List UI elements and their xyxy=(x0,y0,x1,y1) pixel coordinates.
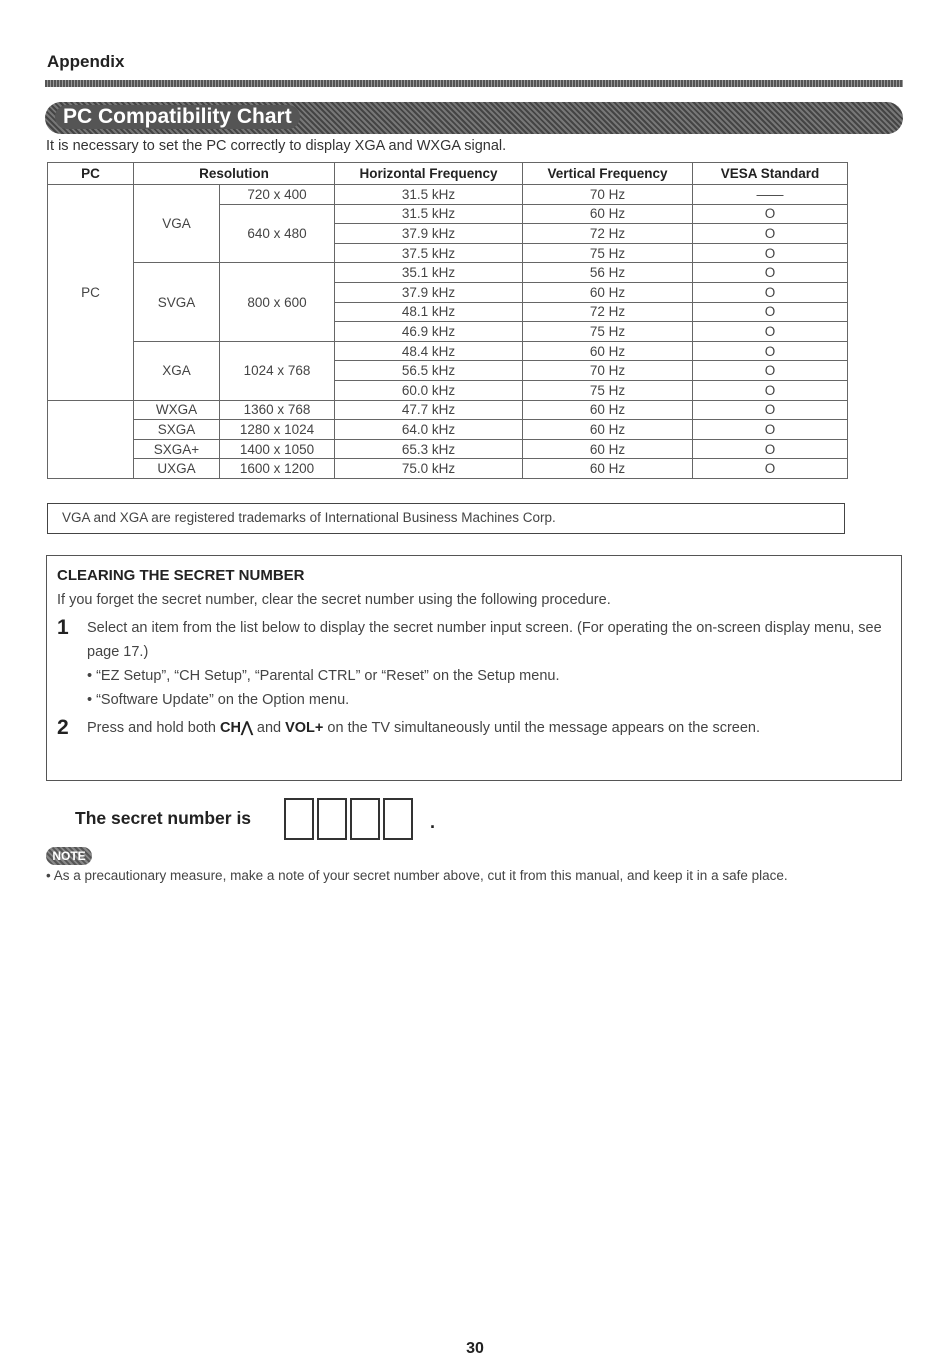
resolution-cell: 1024 x 768 xyxy=(220,341,335,400)
group-cell: SXGA+ xyxy=(134,439,220,459)
secret-number-period: . xyxy=(430,812,436,832)
table-row xyxy=(48,185,848,205)
v-freq-cell: 60 Hz xyxy=(523,439,693,459)
group-cell: UXGA xyxy=(134,459,220,479)
group-cell: VGA xyxy=(134,185,220,263)
h-freq-cell: 75.0 kHz xyxy=(335,459,523,479)
step-1-bullet: • “EZ Setup”, “CH Setup”, “Parental CTRL” or “Reset” on the Setup menu. xyxy=(87,668,560,684)
chart-banner xyxy=(45,102,903,134)
secret-number-boxes xyxy=(284,798,416,840)
table-row xyxy=(48,263,848,283)
h-freq-cell: 60.0 kHz xyxy=(335,380,523,400)
h-freq-cell: 35.1 kHz xyxy=(335,263,523,283)
step-text: Select an item from the list below to display the secret number input screen. (For operating the on-screen display menu, see page 17.) xyxy=(87,620,882,660)
vesa-cell: O xyxy=(693,224,848,244)
resolution-cell: 1280 x 1024 xyxy=(220,420,335,440)
h-freq-cell: 31.5 kHz xyxy=(335,185,523,205)
vesa-cell: O xyxy=(693,204,848,224)
vesa-cell: O xyxy=(693,322,848,342)
h-freq-cell: 48.1 kHz xyxy=(335,302,523,322)
header-vertical: Vertical Frequency xyxy=(523,163,693,185)
table-row xyxy=(48,400,848,420)
step-text: on the TV simultaneously until the message appears on the screen. xyxy=(323,720,760,736)
ch-up-key: CH⋀ xyxy=(220,720,253,736)
note-badge: NOTE xyxy=(46,847,92,865)
v-freq-cell: 75 Hz xyxy=(523,243,693,263)
table-header-row xyxy=(48,163,848,185)
group-cell: SXGA xyxy=(134,420,220,440)
clearing-secret-number-box xyxy=(46,555,902,781)
h-freq-cell: 37.9 kHz xyxy=(335,224,523,244)
h-freq-cell: 37.5 kHz xyxy=(335,243,523,263)
resolution-cell: 720 x 400 xyxy=(220,185,335,205)
pc-cell: PC xyxy=(48,185,134,401)
v-freq-cell: 60 Hz xyxy=(523,282,693,302)
chart-intro: It is necessary to set the PC correctly to display XGA and WXGA signal. xyxy=(46,138,507,154)
header-vesa: VESA Standard xyxy=(693,163,848,185)
table-row xyxy=(48,420,848,440)
chart-title: PC Compatibility Chart xyxy=(55,105,300,129)
vol-plus-key: VOL+ xyxy=(285,720,324,736)
table-row xyxy=(48,439,848,459)
vesa-cell: O xyxy=(693,302,848,322)
note-text: • As a precautionary measure, make a note of your secret number above, cut it from this manual, and keep it in a safe place. xyxy=(46,868,788,883)
v-freq-cell: 75 Hz xyxy=(523,322,693,342)
header-rule xyxy=(45,80,903,87)
secret-box-title: CLEARING THE SECRET NUMBER xyxy=(57,567,305,584)
h-freq-cell: 31.5 kHz xyxy=(335,204,523,224)
resolution-cell: 1360 x 768 xyxy=(220,400,335,420)
step-2 xyxy=(57,716,891,740)
h-freq-cell: 56.5 kHz xyxy=(335,361,523,381)
v-freq-cell: 72 Hz xyxy=(523,224,693,244)
header-horizontal: Horizontal Frequency xyxy=(335,163,523,185)
step-number: 2 xyxy=(57,716,69,739)
h-freq-cell: 48.4 kHz xyxy=(335,341,523,361)
step-1 xyxy=(57,616,891,664)
group-cell: WXGA xyxy=(134,400,220,420)
trademark-notice: VGA and XGA are registered trademarks of International Business Machines Corp. xyxy=(47,503,845,534)
vesa-cell: O xyxy=(693,420,848,440)
h-freq-cell: 47.7 kHz xyxy=(335,400,523,420)
table-row xyxy=(48,341,848,361)
header-resolution: Resolution xyxy=(134,163,335,185)
h-freq-cell: 65.3 kHz xyxy=(335,439,523,459)
vesa-cell: O xyxy=(693,400,848,420)
step-text: Press and hold both xyxy=(87,720,221,736)
step-number: 1 xyxy=(57,616,69,639)
group-cell: XGA xyxy=(134,341,220,400)
digit-box xyxy=(284,798,314,840)
vesa-cell: —— xyxy=(693,185,848,205)
resolution-cell: 640 x 480 xyxy=(220,204,335,263)
vesa-cell: O xyxy=(693,243,848,263)
vesa-cell: O xyxy=(693,263,848,283)
secret-box-intro: If you forget the secret number, clear the secret number using the following procedure. xyxy=(57,592,611,608)
v-freq-cell: 60 Hz xyxy=(523,420,693,440)
v-freq-cell: 56 Hz xyxy=(523,263,693,283)
table-row xyxy=(48,459,848,479)
resolution-cell: 1600 x 1200 xyxy=(220,459,335,479)
digit-box xyxy=(317,798,347,840)
v-freq-cell: 72 Hz xyxy=(523,302,693,322)
v-freq-cell: 60 Hz xyxy=(523,341,693,361)
pc-compatibility-table xyxy=(47,162,848,479)
step-1-bullet: • “Software Update” on the Option menu. xyxy=(87,692,350,708)
v-freq-cell: 60 Hz xyxy=(523,400,693,420)
h-freq-cell: 46.9 kHz xyxy=(335,322,523,342)
digit-box xyxy=(350,798,380,840)
digit-box xyxy=(383,798,413,840)
vesa-cell: O xyxy=(693,380,848,400)
h-freq-cell: 64.0 kHz xyxy=(335,420,523,440)
section-label: Appendix xyxy=(47,52,125,71)
group-cell: SVGA xyxy=(134,263,220,341)
v-freq-cell: 75 Hz xyxy=(523,380,693,400)
secret-number-label: The secret number is xyxy=(75,808,252,828)
vesa-cell: O xyxy=(693,282,848,302)
h-freq-cell: 37.9 kHz xyxy=(335,282,523,302)
vesa-cell: O xyxy=(693,361,848,381)
v-freq-cell: 70 Hz xyxy=(523,185,693,205)
vesa-cell: O xyxy=(693,459,848,479)
resolution-cell: 800 x 600 xyxy=(220,263,335,341)
vesa-cell: O xyxy=(693,341,848,361)
step-text: and xyxy=(252,720,286,736)
v-freq-cell: 70 Hz xyxy=(523,361,693,381)
header-pc: PC xyxy=(48,163,134,185)
page-number: 30 xyxy=(466,1340,484,1357)
v-freq-cell: 60 Hz xyxy=(523,459,693,479)
resolution-cell: 1400 x 1050 xyxy=(220,439,335,459)
vesa-cell: O xyxy=(693,439,848,459)
v-freq-cell: 60 Hz xyxy=(523,204,693,224)
